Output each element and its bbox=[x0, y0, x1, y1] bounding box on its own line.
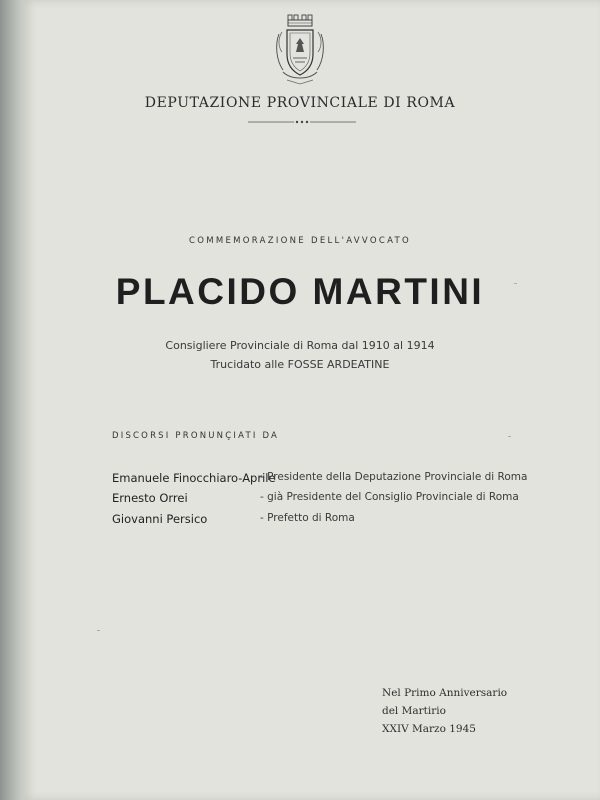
paper-speck bbox=[97, 630, 100, 631]
dedication-line-1: Nel Primo Anniversario bbox=[382, 687, 508, 699]
dedication-line-3: XXIV Marzo 1945 bbox=[382, 723, 476, 735]
coat-of-arms-icon bbox=[273, 14, 327, 88]
dedication-line-2: del Martirio bbox=[382, 705, 446, 717]
paper-speck bbox=[514, 283, 517, 284]
honoree-name: PLACIDO MARTINI bbox=[115, 271, 485, 312]
speaker-name: Giovanni Persico bbox=[112, 512, 208, 526]
commemoration-line: COMMEMORAZIONE DELL'AVVOCATO bbox=[188, 236, 412, 246]
speaker-role: - Prefetto di Roma bbox=[260, 512, 355, 524]
speaker-name: Emanuele Finocchiaro-Aprile bbox=[112, 471, 276, 485]
speaker-name: Ernesto Orrei bbox=[112, 491, 188, 505]
speeches-heading: DISCORSI PRONUNÇIATI DA bbox=[112, 431, 280, 441]
subtitle-line-1: Consigliere Provinciale di Roma dal 1910 al 1914 bbox=[165, 339, 435, 352]
divider-ornament-icon bbox=[248, 118, 356, 126]
speaker-role: - già Presidente del Consiglio Provinciale di Roma bbox=[260, 491, 519, 503]
speaker-role: - Presidente della Deputazione Provinciale di Roma bbox=[260, 471, 528, 483]
dedication-block bbox=[382, 684, 507, 738]
subtitle-line-2: Trucidato alle FOSSE ARDEATINE bbox=[210, 358, 390, 371]
paper-speck bbox=[508, 436, 511, 437]
institution-title: DEPUTAZIONE PROVINCIALE DI ROMA bbox=[144, 95, 456, 111]
page-binding-edge bbox=[0, 0, 22, 800]
